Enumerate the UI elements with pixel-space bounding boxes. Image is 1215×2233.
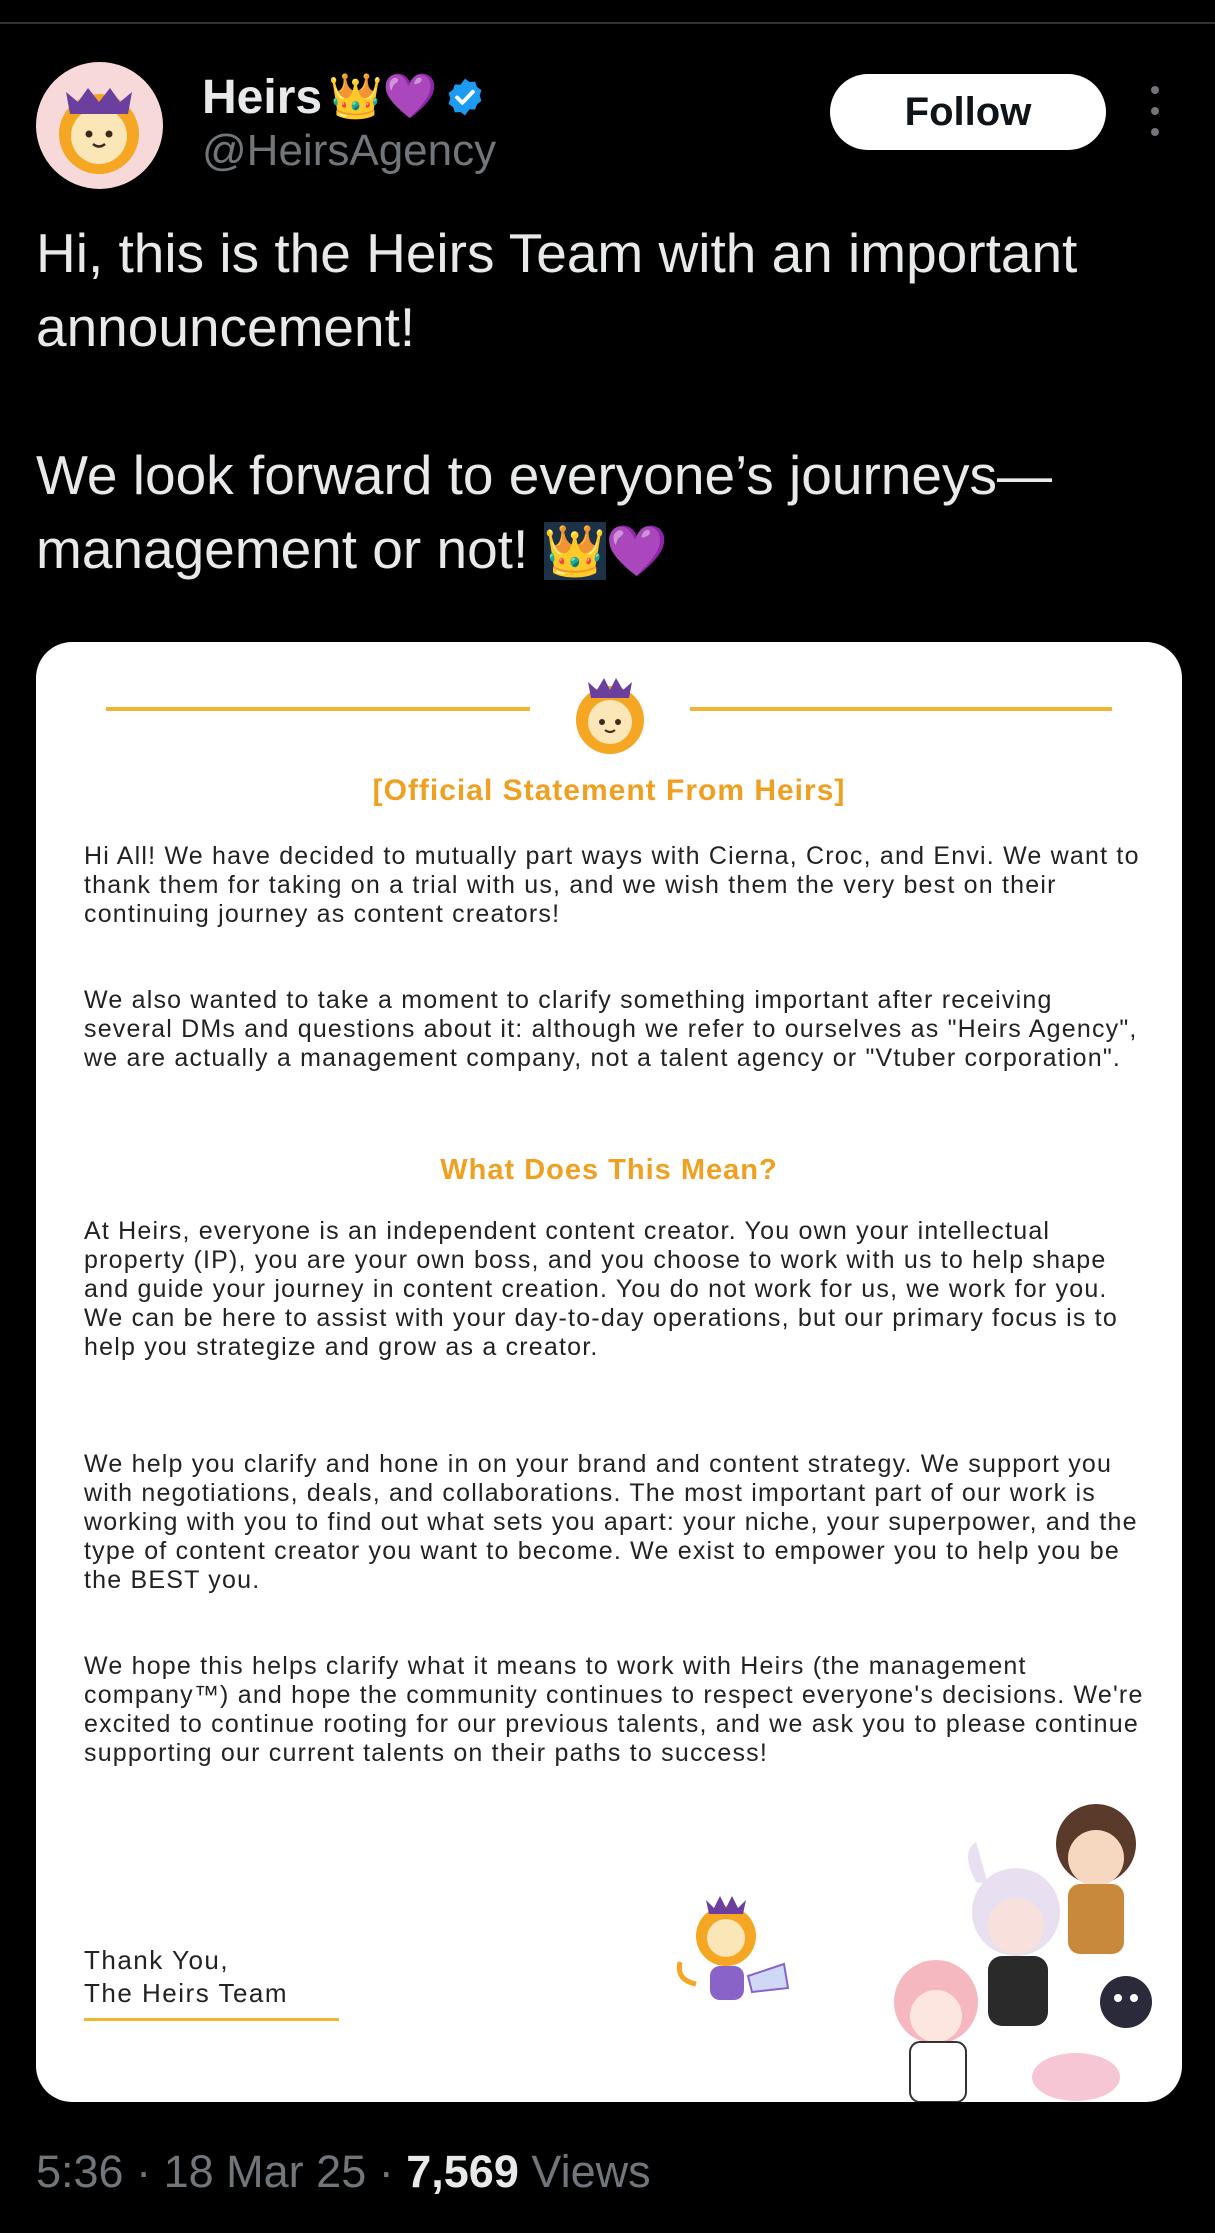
display-name[interactable]: Heirs — [202, 70, 323, 124]
tweet-line-2-text: We look forward to everyone’s journeys—management or not! — [36, 444, 1052, 580]
header-rule-right — [690, 707, 1112, 711]
talent-chibi-group-illustration — [876, 1772, 1182, 2102]
lion-mascot-icon — [36, 62, 163, 189]
statement-image[interactable] — [36, 642, 1182, 2102]
statement-paragraph-3: At Heirs, everyone is an independent content creator. You own your intellectual property (IP), you are your own boss, and you choose to work with us to help shape and guide your journey in content creation. You do not work for us, we work for you. We can be here to assist with your day-to-day operations, but our primary focus is to help you strategize and grow as a creator. — [84, 1217, 1118, 1361]
purple-heart-emoji: 💜 — [605, 522, 669, 580]
verified-badge-icon — [444, 76, 486, 118]
lion-mascot-icon — [564, 668, 656, 760]
top-divider — [0, 22, 1215, 24]
tweet-line-1: Hi, this is the Heirs Team with an important announcement! — [36, 222, 1078, 358]
avatar[interactable] — [36, 62, 163, 189]
meta-separator: · — [136, 2146, 164, 2197]
statement-paragraph-5: We hope this helps clarify what it means to work with Heirs (the management company™) and hope the community continues to respect everyone's decisions. We're excited to continue rooting for our previous talents, and we ask you to please continue supporting our current talents on their paths to success! — [84, 1652, 1144, 1767]
statement-title: [Official Statement From Heirs] — [372, 774, 846, 807]
views-label: Views — [531, 2146, 651, 2197]
tweet-text — [36, 216, 1186, 588]
signoff-underline — [84, 2018, 339, 2021]
statement-subtitle: What Does This Mean? — [440, 1154, 778, 1186]
statement-paragraph-2: We also wanted to take a moment to clarify something important after receiving several DMs and questions about it: although we refer to ourselves as "Heirs Agency", we are actually a management company, not a talent agency or "Vtuber corporation". — [84, 986, 1138, 1072]
tweet-meta — [36, 2146, 651, 2198]
views-count: 7,569 — [406, 2146, 519, 2197]
lion-chibi-illustration — [666, 1884, 806, 2014]
header-rule-left — [106, 707, 530, 711]
author-name-row — [202, 66, 486, 128]
statement-paragraph-4: We help you clarify and hone in on your brand and content strategy. We support you with negotiations, deals, and collaborations. The most important part of our work is working with you to find out what sets you apart: your niche, your superpower, and the type of content creator you want to become. We exist to empower you to help you be the BEST you. — [84, 1450, 1138, 1594]
meta-separator: · — [378, 2146, 407, 2197]
signoff-line-2: The Heirs Team — [84, 1978, 289, 2008]
statement-paragraph-1: Hi All! We have decided to mutually part ways with Cierna, Croc, and Envi. We want to thank them for taking on a trial with us, and we wish them the very best on their continuing journey as content creators! — [84, 842, 1140, 928]
tweet-line-2 — [36, 438, 1186, 588]
signoff-line-1: Thank You, — [84, 1945, 230, 1975]
tweet-time[interactable]: 5:36 — [36, 2146, 124, 2197]
signoff — [84, 1944, 288, 2010]
more-options-icon[interactable] — [1140, 86, 1170, 136]
handle[interactable]: @HeirsAgency — [202, 126, 497, 175]
tweet-date[interactable]: 18 Mar 25 — [163, 2146, 367, 2197]
follow-button[interactable]: Follow — [830, 74, 1106, 150]
name-emojis: 👑💜 — [328, 71, 438, 122]
crown-emoji: 👑 — [543, 522, 606, 580]
